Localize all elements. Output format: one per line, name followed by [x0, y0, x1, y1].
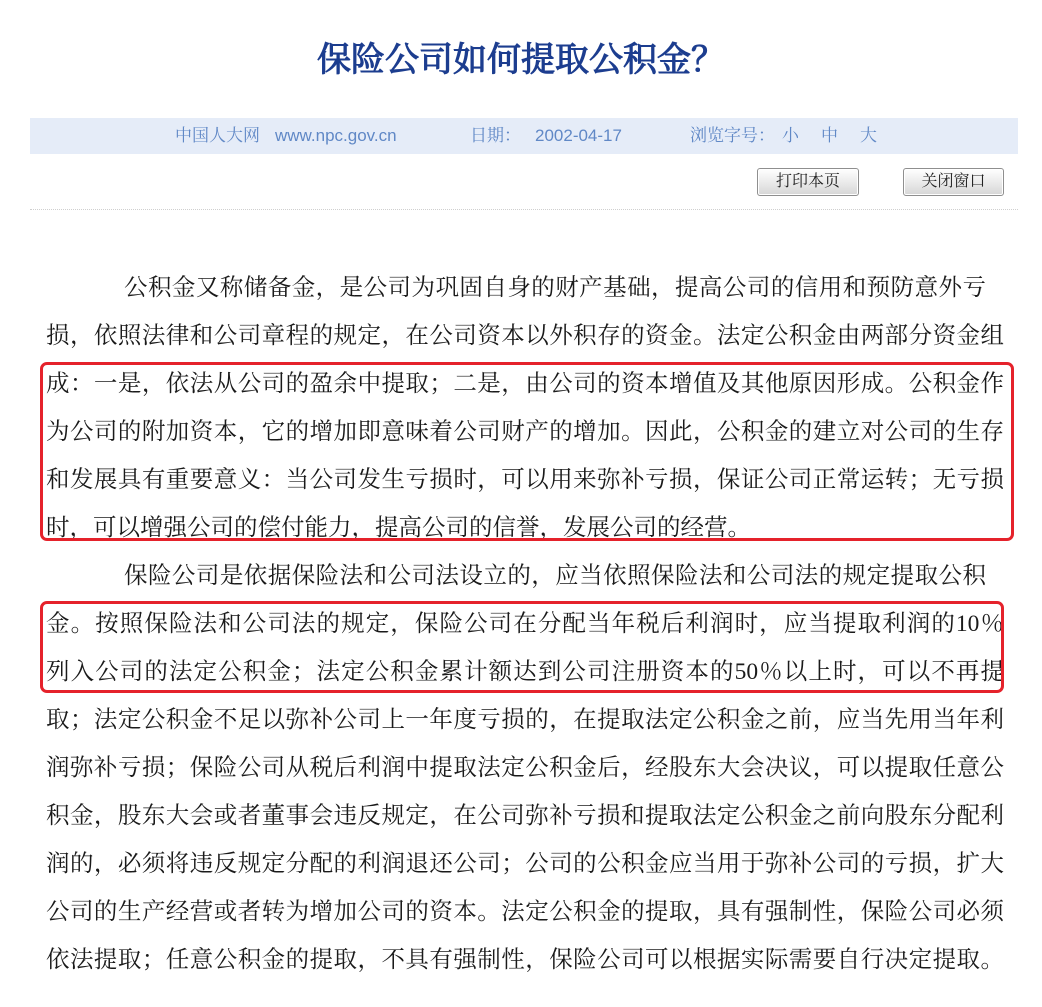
publish-date: 2002-04-17	[535, 126, 622, 145]
text-line: 时，可以增强公司的偿付能力，提高公司的信誉，发展公司的经营。	[46, 515, 751, 541]
text-line: 保险公司是依据保险法和公司法设立的，应当依照保险法和公司法的规定提取公积	[124, 563, 986, 589]
text-line: 取；法定公积金不足以弥补公司上一年度亏损的，在提取法定公积金之前，应当先用当年利	[46, 707, 1004, 733]
paragraph-1	[46, 264, 1004, 552]
font-size-medium-link[interactable]: 中	[821, 126, 838, 145]
text-line: 润弥补亏损；保险公司从税后利润中提取法定公积金后，经股东大会决议，可以提取任意公	[46, 755, 1004, 781]
text-line: 损，依照法律和公司章程的规定，在公司资本以外积存的资金。法定公积金由两部分资金组	[46, 323, 1004, 349]
paragraph-2	[46, 552, 1004, 984]
text-line: 和发展具有重要意义：当公司发生亏损时，可以用来弥补亏损，保证公司正常运转；无亏损	[46, 467, 1004, 493]
date-label: 日期：	[470, 126, 521, 145]
page-title: 保险公司如何提取公积金？	[317, 40, 725, 80]
text-line: 依法提取；任意公积金的提取，不具有强制性，保险公司可以根据实际需要自行决定提取。	[46, 947, 1004, 973]
text-line: 成：一是，依法从公司的盈余中提取；二是，由公司的资本增值及其他原因形成。公积金作	[46, 371, 1004, 397]
source-url: www.npc.gov.cn	[275, 126, 397, 145]
text-line: 为公司的附加资本，它的增加即意味着公司财产的增加。因此，公积金的建立对公司的生存	[46, 419, 1004, 445]
info-bar	[30, 118, 1018, 154]
font-size-label: 浏览字号：	[690, 126, 775, 145]
text-line: 公司的生产经营或者转为增加公司的资本。法定公积金的提取，具有强制性，保险公司必须	[46, 899, 1004, 925]
text-line: 润的，必须将违反规定分配的利润退还公司；公司的公积金应当用于弥补公司的亏损，扩大	[46, 851, 1004, 877]
dotted-divider	[30, 209, 1018, 210]
text-line: 公积金又称储备金，是公司为巩固自身的财产基础，提高公司的信用和预防意外亏	[124, 275, 986, 301]
source-name: 中国人大网	[175, 126, 260, 145]
close-window-button[interactable]: 关闭窗口	[903, 168, 1004, 196]
text-line: 积金，股东大会或者董事会违反规定，在公司弥补亏损和提取法定公积金之前向股东分配利	[46, 803, 1004, 829]
font-size-large-link[interactable]: 大	[860, 126, 877, 145]
print-page-button[interactable]: 打印本页	[757, 168, 859, 196]
font-size-small-link[interactable]: 小	[782, 126, 799, 145]
article-body	[46, 264, 1004, 984]
text-line: 列入公司的法定公积金；法定公积金累计额达到公司注册资本的50％以上时，可以不再提	[46, 659, 1004, 685]
text-line: 金。按照保险法和公司法的规定，保险公司在分配当年税后利润时，应当提取利润的10％	[46, 611, 1004, 637]
